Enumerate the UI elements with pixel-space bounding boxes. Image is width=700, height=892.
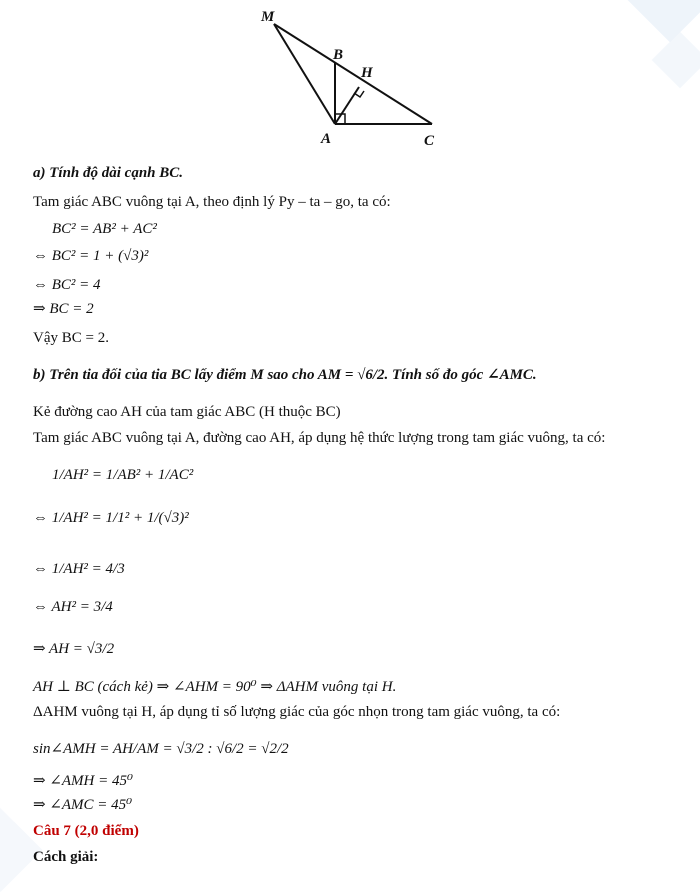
question-7-title: Câu 7 (2,0 điểm) [33,823,139,839]
part-b-eq2: ⇔ 1/AH² = 1/1² + 1/(√3)² [33,510,189,526]
part-b-line1: Kẻ đường cao AH của tam giác ABC (H thuộc BC) [33,404,341,420]
label-b: B [333,47,344,63]
part-a-eq3: ⇔ BC² = 4 [33,277,101,293]
part-b-sin: sin∠AMH = AH/AM = √3/2 : √6/2 = √2/2 [33,741,289,757]
label-h: H [361,65,373,81]
label-c: C [424,133,435,149]
part-b-eq4: ⇔ AH² = 3/4 [33,599,113,615]
part-a-heading: a) Tính độ dài cạnh BC. [33,165,184,181]
part-b-perp: AH ⊥ BC (cách kẻ) ⇒ ∠AHM = 90⁰ ⇒ ΔAHM vuông tại H. [33,679,397,695]
part-b-eq5: ⇒ AH = √3/2 [33,641,115,657]
part-b-line3: ΔAHM vuông tại H, áp dụng tỉ số lượng giác của góc nhọn trong tam giác vuông, ta có: [33,704,561,720]
part-b-line2: Tam giác ABC vuông tại A, đường cao AH, áp dụng hệ thức lượng trong tam giác vuông, ta có: [33,430,606,446]
triangle-figure [255,5,455,150]
part-b-res2: ⇒ ∠AMC = 45⁰ [33,797,133,813]
decor-shape [652,32,700,89]
decor-shape [628,0,700,42]
part-a-intro: Tam giác ABC vuông tại A, theo định lý Py – ta – go, ta có: [33,194,391,210]
part-b-eq3: ⇔ 1/AH² = 4/3 [33,561,125,577]
part-b-heading: b) Trên tia đối của tia BC lấy điểm M sao cho AM = √6/2. Tính số đo góc ∠AMC. [33,367,537,383]
solution-label: Cách giải: [33,849,99,865]
part-b-res1: ⇒ ∠AMH = 45⁰ [33,773,134,789]
part-a-eq1: BC² = AB² + AC² [52,221,157,237]
label-a: A [321,131,332,147]
part-a-eq2: ⇔ BC² = 1 + (√3)² [33,248,149,264]
part-a-conclusion: Vậy BC = 2. [33,330,109,346]
part-a-eq4: ⇒ BC = 2 [33,301,94,317]
label-m: M [261,9,275,25]
part-b-eq1: 1/AH² = 1/AB² + 1/AC² [52,467,194,483]
